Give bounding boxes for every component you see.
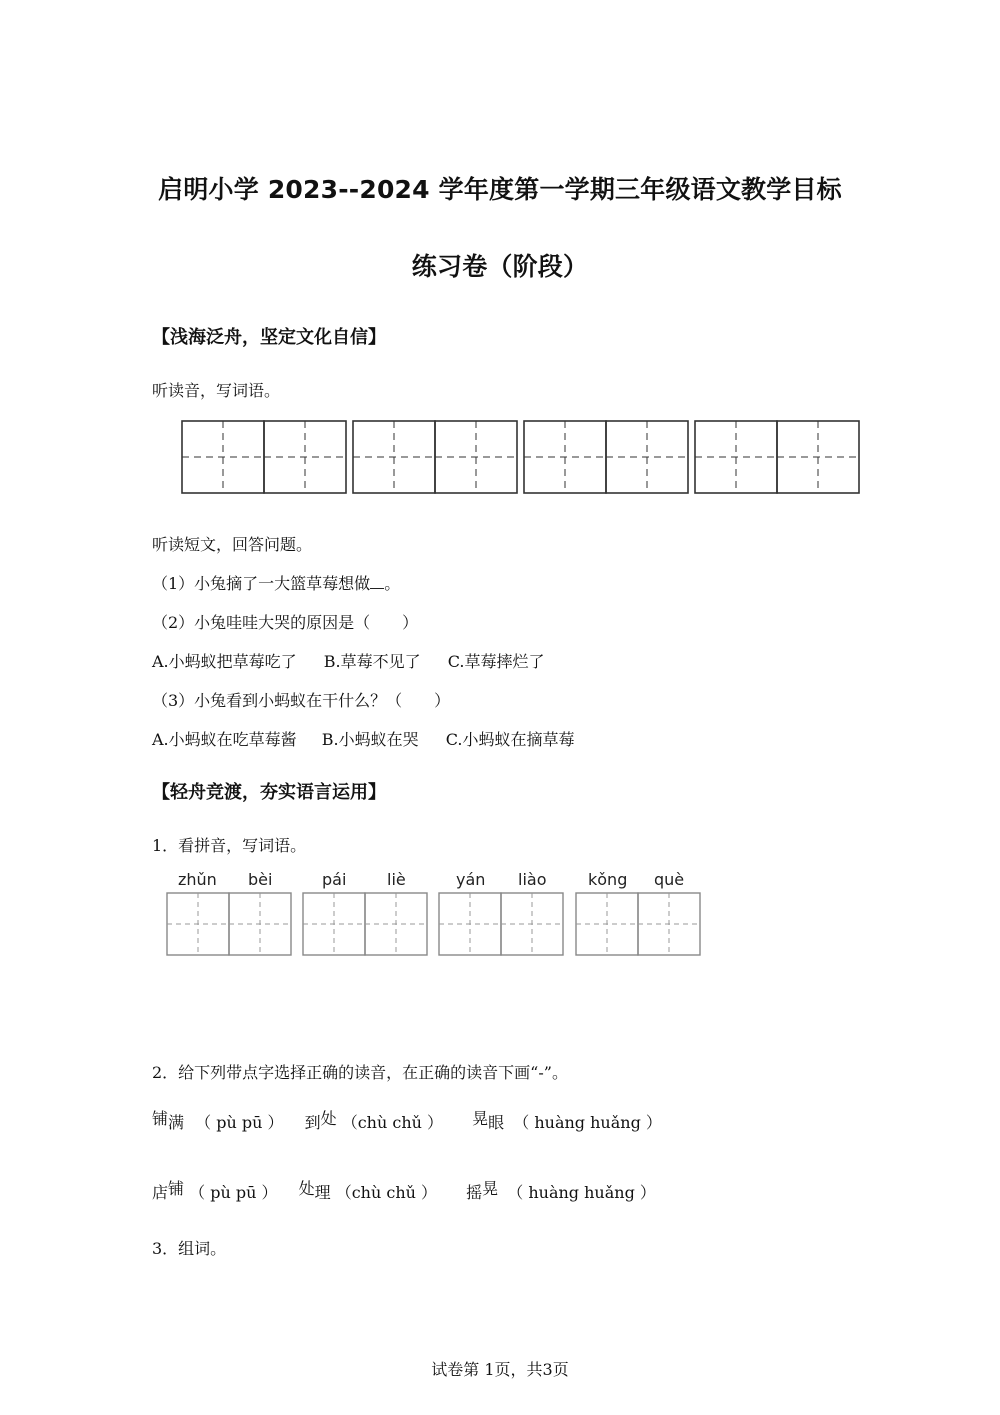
page-subtitle: 练习卷（阶段） <box>411 252 589 281</box>
reading-choices[interactable]: （ huàng huǎng ） <box>507 1183 656 1202</box>
item-2-end: ”。 <box>543 1063 568 1082</box>
answer-blank[interactable] <box>370 574 384 589</box>
pinyin-label: pái <box>322 870 347 889</box>
word-char: 满 <box>168 1113 185 1132</box>
dotted-char: 处 <box>298 1179 315 1198</box>
pinyin-label: liào <box>518 870 547 889</box>
writing-cell[interactable] <box>638 893 700 955</box>
dotted-char: 铺 <box>152 1109 169 1128</box>
pinyin-label: bèi <box>248 870 273 889</box>
instruction-listen-answer: 听读短文，回答问题。 <box>152 535 313 554</box>
writing-cell-pair[interactable] <box>576 893 700 955</box>
underline-mark: - <box>538 1063 544 1082</box>
writing-cell[interactable] <box>435 421 517 493</box>
option-c[interactable]: C.草莓摔烂了 <box>447 652 545 671</box>
writing-cell[interactable] <box>606 421 688 493</box>
item-2-text: 2．给下列带点字选择正确的读音，在正确的读音下画“ <box>152 1063 539 1082</box>
writing-cell[interactable] <box>695 421 777 493</box>
question-1-end: 。 <box>384 574 401 593</box>
word-char: 到 <box>304 1113 321 1132</box>
question-1 <box>152 571 400 594</box>
reading-row-1 <box>152 1110 662 1133</box>
writing-cell[interactable] <box>777 421 859 493</box>
item-2-instruction <box>152 1060 568 1083</box>
writing-cell[interactable] <box>353 421 435 493</box>
question-2: （2）小兔哇哇大哭的原因是（ ） <box>152 613 419 632</box>
writing-cell-pair[interactable] <box>353 421 517 493</box>
section-heading-1: 【浅海泛舟，坚定文化自信】 <box>152 327 386 348</box>
reading-choices[interactable]: （ pù pū ） <box>189 1183 278 1202</box>
dotted-char: 铺 <box>168 1179 185 1198</box>
writing-cell[interactable] <box>303 893 365 955</box>
option-b[interactable]: B.小蚂蚁在哭 <box>321 730 419 749</box>
reading-choices[interactable]: （chù chǔ ） <box>335 1183 438 1202</box>
dotted-char: 处 <box>320 1109 337 1128</box>
item-3-instruction: 3．组词。 <box>152 1239 227 1258</box>
dotted-char: 晃 <box>472 1109 489 1128</box>
writing-cell[interactable] <box>524 421 606 493</box>
writing-grid-listening[interactable] <box>178 418 868 498</box>
section-heading-2: 【轻舟竞渡，夯实语言运用】 <box>152 782 386 803</box>
writing-cell[interactable] <box>167 893 229 955</box>
writing-cell[interactable] <box>501 893 563 955</box>
pinyin-label: kǒng <box>588 870 628 889</box>
word-char: 眼 <box>488 1113 505 1132</box>
reading-row-2 <box>152 1180 656 1203</box>
word-char: 理 <box>314 1183 331 1202</box>
writing-cell-pair[interactable] <box>695 421 859 493</box>
writing-cell-pair[interactable] <box>439 893 563 955</box>
option-c[interactable]: C.小蚂蚁在摘草莓 <box>445 730 575 749</box>
word-char: 摇 <box>466 1183 483 1202</box>
pinyin-label: liè <box>387 870 406 889</box>
item-1-instruction: 1．看拼音，写词语。 <box>152 836 307 855</box>
writing-cell[interactable] <box>439 893 501 955</box>
question-3-options <box>152 727 574 750</box>
pinyin-label: yán <box>456 870 486 889</box>
word-char: 店 <box>152 1183 169 1202</box>
writing-cell[interactable] <box>365 893 427 955</box>
writing-cell-pair[interactable] <box>524 421 688 493</box>
writing-cell[interactable] <box>229 893 291 955</box>
question-2-options <box>152 649 544 672</box>
reading-choices[interactable]: （ huàng huǎng ） <box>513 1113 662 1132</box>
option-a[interactable]: A.小蚂蚁在吃草莓酱 <box>152 730 297 749</box>
writing-cell-pair[interactable] <box>167 893 291 955</box>
pinyin-label: zhǔn <box>178 870 217 889</box>
instruction-listen-write: 听读音，写词语。 <box>152 381 281 400</box>
reading-choices[interactable]: （chù chǔ ） <box>341 1113 444 1132</box>
writing-cell[interactable] <box>576 893 638 955</box>
writing-grid-pinyin[interactable] <box>165 891 705 959</box>
page-title: 启明小学 2023--2024 学年度第一学期三年级语文教学目标 <box>158 175 842 204</box>
option-b[interactable]: B.草莓不见了 <box>323 652 421 671</box>
page-footer: 试卷第 1页，共3页 <box>431 1360 569 1379</box>
question-1-text: （1）小兔摘了一大篮草莓想做 <box>152 574 371 593</box>
pinyin-label: què <box>654 870 685 889</box>
writing-cell[interactable] <box>264 421 346 493</box>
reading-choices[interactable]: （ pù pū ） <box>195 1113 284 1132</box>
writing-cell-pair[interactable] <box>303 893 427 955</box>
writing-cell[interactable] <box>182 421 264 493</box>
dotted-char: 晃 <box>482 1179 499 1198</box>
question-3: （3）小兔看到小蚂蚁在干什么？（ ） <box>152 691 451 710</box>
writing-cell-pair[interactable] <box>182 421 346 493</box>
option-a[interactable]: A.小蚂蚁把草莓吃了 <box>152 652 297 671</box>
